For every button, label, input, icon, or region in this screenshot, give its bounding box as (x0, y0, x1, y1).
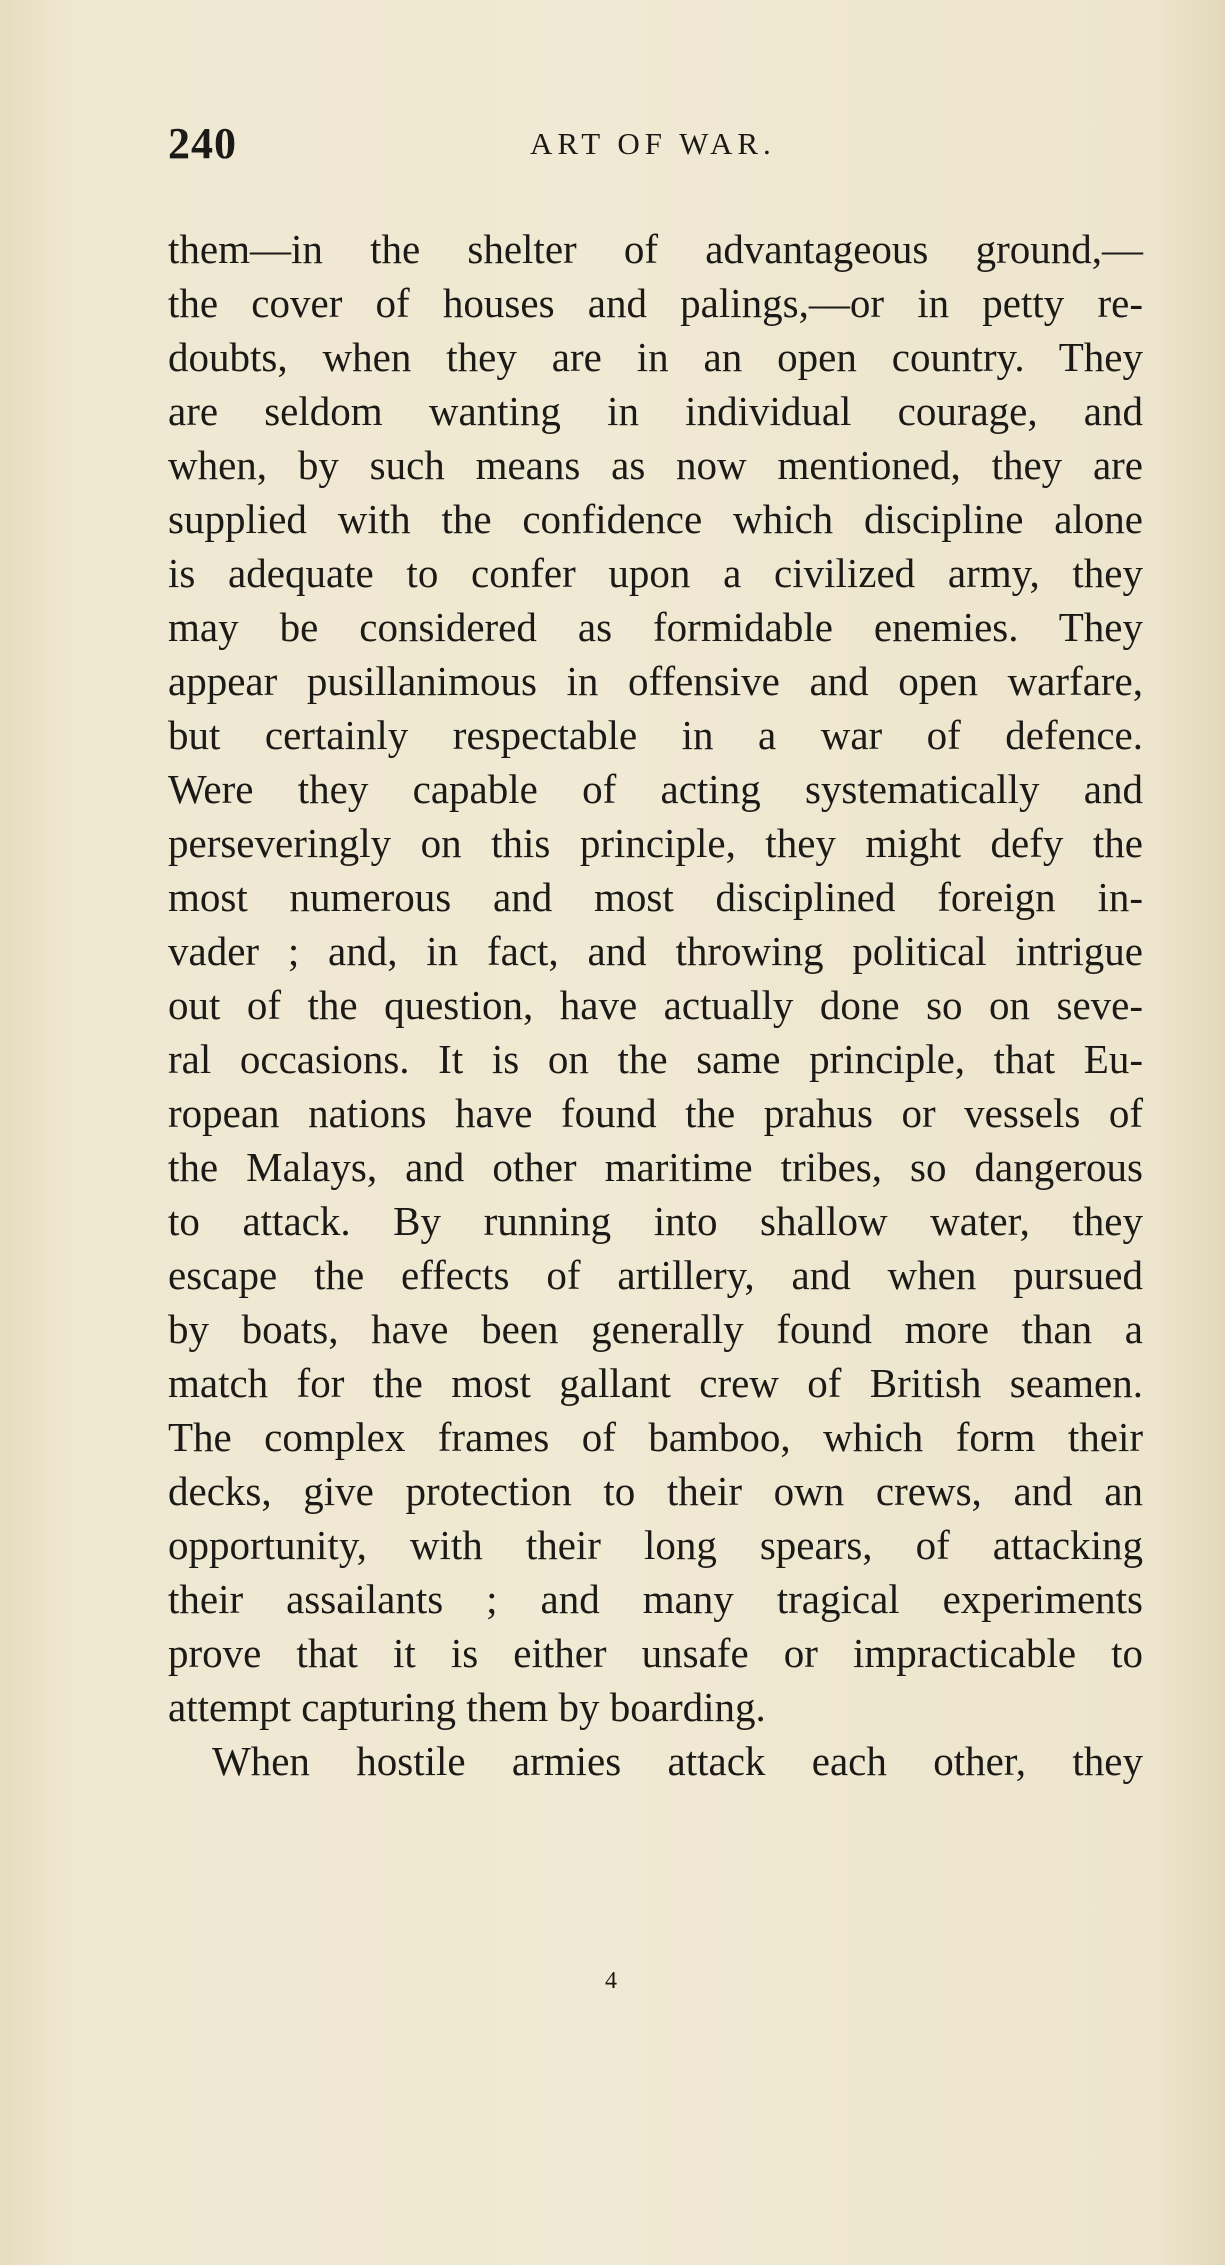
text-line: them—in the shelter of advantageous ground,— (168, 226, 1143, 272)
page-number: 240 (168, 119, 237, 168)
text-line: vader ; and, in fact, and throwing political intrigue (168, 928, 1143, 974)
text-line: The complex frames of bamboo, which form their (168, 1414, 1143, 1460)
text-line: perseveringly on this principle, they might defy the (168, 820, 1143, 866)
running-title: ART OF WAR. (530, 126, 776, 161)
text-line: supplied with the confidence which discipline alone (168, 496, 1143, 542)
text-line: ral occasions. It is on the same principle, that Eu- (168, 1036, 1143, 1082)
text-line: their assailants ; and many tragical experiments (168, 1576, 1143, 1622)
signature-mark: 4 (605, 1968, 617, 1994)
text-line: attempt capturing them by boarding. (168, 1684, 766, 1730)
text-line: when, by such means as now mentioned, they are (168, 442, 1143, 488)
text-line: appear pusillanimous in offensive and open warfare, (168, 658, 1143, 704)
text-line: most numerous and most disciplined foreign in- (168, 874, 1143, 920)
text-line: When hostile armies attack each other, they (212, 1738, 1143, 1784)
text-line: to attack. By running into shallow water, they (168, 1198, 1143, 1244)
text-line: are seldom wanting in individual courage, and (168, 388, 1143, 434)
text-line: Were they capable of acting systematically and (168, 766, 1143, 812)
text-line: match for the most gallant crew of British seamen. (168, 1360, 1143, 1406)
text-line: opportunity, with their long spears, of attacking (168, 1522, 1143, 1568)
text-line: doubts, when they are in an open country. They (168, 334, 1143, 380)
text-line: decks, give protection to their own crews, and an (168, 1468, 1143, 1514)
text-line: by boats, have been generally found more than a (168, 1306, 1143, 1352)
text-line: ropean nations have found the prahus or vessels of (168, 1090, 1143, 1136)
text-line: out of the question, have actually done so on seve- (168, 982, 1143, 1028)
text-line: the Malays, and other maritime tribes, so dangerous (168, 1144, 1143, 1190)
text-line: escape the effects of artillery, and when pursued (168, 1252, 1143, 1298)
text-line: prove that it is either unsafe or impracticable to (168, 1630, 1143, 1676)
page-header (168, 118, 1108, 178)
text-line: may be considered as formidable enemies. They (168, 604, 1143, 650)
body-text (168, 222, 1143, 1788)
text-line: is adequate to confer upon a civilized army, they (168, 550, 1143, 596)
text-line: the cover of houses and palings,—or in petty re- (168, 280, 1143, 326)
text-line: but certainly respectable in a war of defence. (168, 712, 1143, 758)
